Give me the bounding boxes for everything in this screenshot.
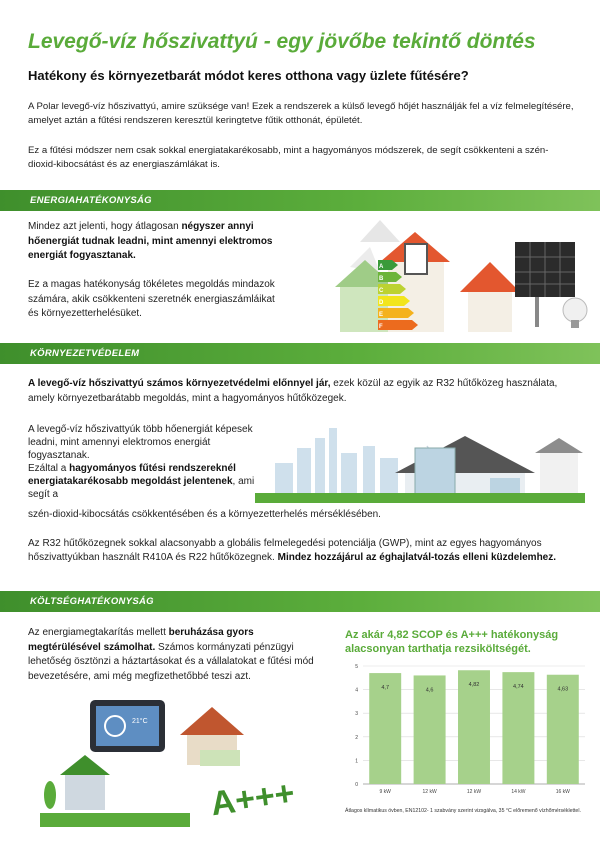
city-illustration — [255, 418, 585, 503]
rating-letter-f: F — [379, 324, 383, 330]
energy-illustration — [320, 212, 590, 337]
environment-paragraph-1: A levegő-víz hőszivattyú számos környezetvédelmi előnnyel jár, ezek közül az egyik az R32 hűtőközeg használata, amely környezetbarátabb megoldás, mint a hagyományos hűtőközegek. — [28, 378, 558, 404]
section-band-cost — [0, 591, 600, 612]
energy-paragraph-2: Ez a magas hatékonyság tökéletes megoldás mindazok számára, akik csökkenteni szeretnék energiaszámláikat és környezetterhelésüket. — [28, 279, 275, 319]
cost-paragraph-1: Az energiamegtakarítás mellett beruházása gyors megtérülésével számolhat. Számos kormányzati pénzügyi lehetőség ösztönzi a háztartásokat és a vállalatokat e fűtési mód bevezetésére, ami még megfizethetőbbé teszi azt. — [28, 627, 314, 682]
intro-paragraph-1: A Polar levegő-víz hőszivattyú, amire szüksége van! Ezek a rendszerek a külső levegő hőjét használják fel a víz felmelegítésére, amelyet aztán a fűtési rendszeren keresztül keringtetve fűtik otthonát, épületét. — [28, 101, 574, 126]
chart-x-tick-label: 12 kW — [422, 789, 437, 795]
scop-bar-chart — [345, 658, 585, 803]
chart-y-tick-label: 5 — [355, 664, 358, 670]
section-heading-cost: KÖLTSÉGHATÉKONYSÁG — [30, 596, 154, 607]
environment-paragraph-2-end: szén-dioxid-kibocsátás csökkentésében és a környezetterhelés mérséklésében. — [28, 509, 381, 520]
chart-y-tick-label: 1 — [355, 758, 358, 765]
intro-paragraph-2: Ez a fűtési módszer nem csak sokkal energiatakarékosabb, mint a hagyományos módszerek, de segít csökkenteni a szén-dioxid-kibocsátást és az energiaszámlákat is. — [28, 145, 549, 170]
house-money-icon — [180, 707, 244, 766]
chart-footnote: Átlagos klímatikus övben, EN12102- 1 szabvány szerint vizsgálva, 35 °C előremenő vízhőmérséklettel. — [345, 808, 581, 814]
page-subtitle: Hatékony és környezetbarát módot keres otthona vagy üzlete fűtésére? — [28, 68, 469, 83]
solar-house-icon — [460, 242, 575, 332]
chart-x-tick-label: 9 kW — [379, 789, 391, 795]
chart-title: Az akár 4,82 SCOP és A+++ hatékonyság alacsonyan tarthatja rezsiköltségét. — [345, 629, 559, 655]
rating-graphic-text: A+++ — [208, 774, 297, 824]
modern-house-icon — [395, 436, 583, 503]
city-skyline-icon — [275, 428, 398, 503]
chart-y-tick-label: 0 — [355, 782, 358, 788]
section-heading-environment: KÖRNYEZETVÉDELEM — [30, 348, 140, 359]
rating-letter-c: C — [379, 288, 384, 294]
environment-paragraph-3: Az R32 hűtőközegnek sokkal alacsonyabb a globális felmelegedési potenciálja (GWP), mint az egyes hagyományos hőszivattyúkban használt R410A és R22 hűtőközegnek. Mindez hozzájárul az éghajlatvál-tozás elleni küzdelemhez. — [28, 538, 557, 563]
chart-y-tick-label: 4 — [355, 687, 358, 694]
chart-x-tick-label: 12 kW — [466, 789, 482, 795]
energy-paragraph-1: Mindez azt jelenti, hogy átlagosan négyszer annyi hőenergiát tudnak leadni, mint amennyi elektromos energiát fogyasztanak. — [28, 221, 273, 261]
rating-letter-d: D — [379, 300, 384, 306]
chart-bar-value-label: 4,6 — [425, 687, 434, 694]
grass-strip — [255, 493, 585, 503]
grass-strip — [40, 813, 190, 827]
section-band-environment — [0, 343, 600, 364]
chart-bar-value-label: 4,74 — [513, 684, 524, 691]
chart-x-tick-label: 16 kW — [555, 789, 570, 795]
chart-bar-value-label: 4,63 — [557, 686, 569, 693]
chart-bar-value-label: 4,82 — [468, 682, 480, 689]
chart-bar-value-label: 4,7 — [381, 685, 390, 692]
chart-x-tick-label: 14 kW — [511, 789, 526, 795]
environment-paragraph-2: A levegő-víz hőszivattyúk több hőenergiát képesek leadni, mint amennyi elektromos energiát fogyasztanak. Ezáltal a hagyományos fűtési rendszereknél energiatakarékosabb megoldást jelentenek, ami segít a — [28, 424, 255, 500]
light-bulb-icon — [563, 298, 587, 328]
house-small-icon — [60, 755, 110, 810]
page-title: Levegő-víz hőszivattyú - egy jövőbe tekintő döntés — [28, 30, 536, 53]
rating-letter-a: A — [379, 264, 384, 270]
rating-letter-b: B — [379, 276, 384, 282]
thermostat-reading: 21°C — [132, 718, 148, 725]
section-heading-energy: ENERGIAHATÉKONYSÁG — [30, 195, 152, 206]
section-band-energy — [0, 190, 600, 211]
cost-illustration — [40, 695, 330, 830]
rating-letter-e: E — [379, 312, 384, 318]
tablet-icon — [90, 700, 165, 752]
chart-y-tick-label: 3 — [355, 711, 358, 718]
a-plus-rating-icon — [208, 774, 297, 823]
chart-y-tick-label: 2 — [355, 734, 358, 741]
plant-icon — [44, 781, 56, 809]
